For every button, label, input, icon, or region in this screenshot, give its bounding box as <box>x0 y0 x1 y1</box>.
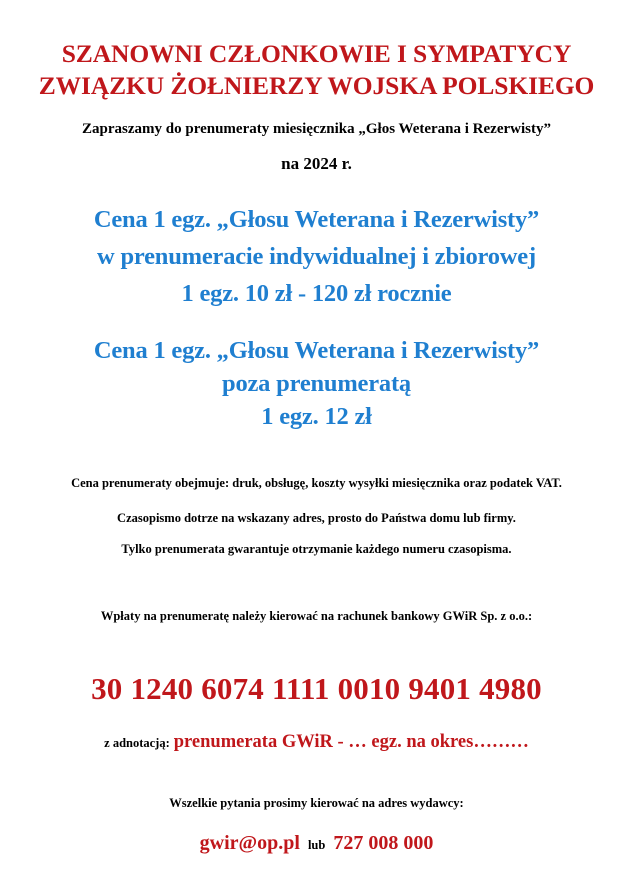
contact-line <box>0 833 633 853</box>
year-text: na 2024 r. <box>281 154 352 173</box>
annotation-line <box>0 733 633 752</box>
single-price-line-3: 1 egz. 12 zł <box>261 403 372 430</box>
subscription-price-line-2: w prenumeracie indywidualnej i zbiorowej <box>97 243 536 270</box>
header-line-2: ZWIĄZKU ŻOŁNIERZY WOJSKA POLSKIEGO <box>38 71 595 100</box>
guarantee-text: Tylko prenumerata gwarantuje otrzymanie każdego numeru czasopisma. <box>121 542 512 556</box>
invite-text: Zapraszamy do prenumeraty miesięcznika „Głos Weterana i Rezerwisty” <box>82 121 551 137</box>
single-price-line-1: Cena 1 egz. „Głosu Weterana i Rezerwisty” <box>93 337 540 364</box>
annotation-prefix: z adnotacją: <box>104 736 170 750</box>
contact-email[interactable]: gwir@op.pl <box>199 832 300 854</box>
subscription-price-line-3: 1 egz. 10 zł - 120 zł rocznie <box>181 280 452 307</box>
contact-question: Wszelkie pytania prosimy kierować na adres wydawcy: <box>169 796 464 810</box>
annotation-text: prenumerata GWiR - … egz. na okres……… <box>173 732 529 752</box>
price-includes-text: Cena prenumeraty obejmuje: druk, obsługę, koszty wysyłki miesięcznika oraz podatek VAT. <box>71 476 562 490</box>
contact-or: lub <box>307 838 326 852</box>
bank-account-number: 30 1240 6074 1111 0010 9401 4980 <box>91 671 542 706</box>
single-price-line-2: poza prenumeratą <box>222 370 411 397</box>
subscription-price-line-1: Cena 1 egz. „Głosu Weterana i Rezerwisty” <box>93 206 540 233</box>
delivery-text: Czasopismo dotrze na wskazany adres, prosto do Państwa domu lub firmy. <box>117 511 516 525</box>
header-line-1: SZANOWNI CZŁONKOWIE I SYMPATYCY <box>61 39 572 68</box>
payment-instruction: Wpłaty na prenumeratę należy kierować na rachunek bankowy GWiR Sp. z o.o.: <box>100 609 533 623</box>
contact-phone[interactable]: 727 008 000 <box>333 832 434 854</box>
